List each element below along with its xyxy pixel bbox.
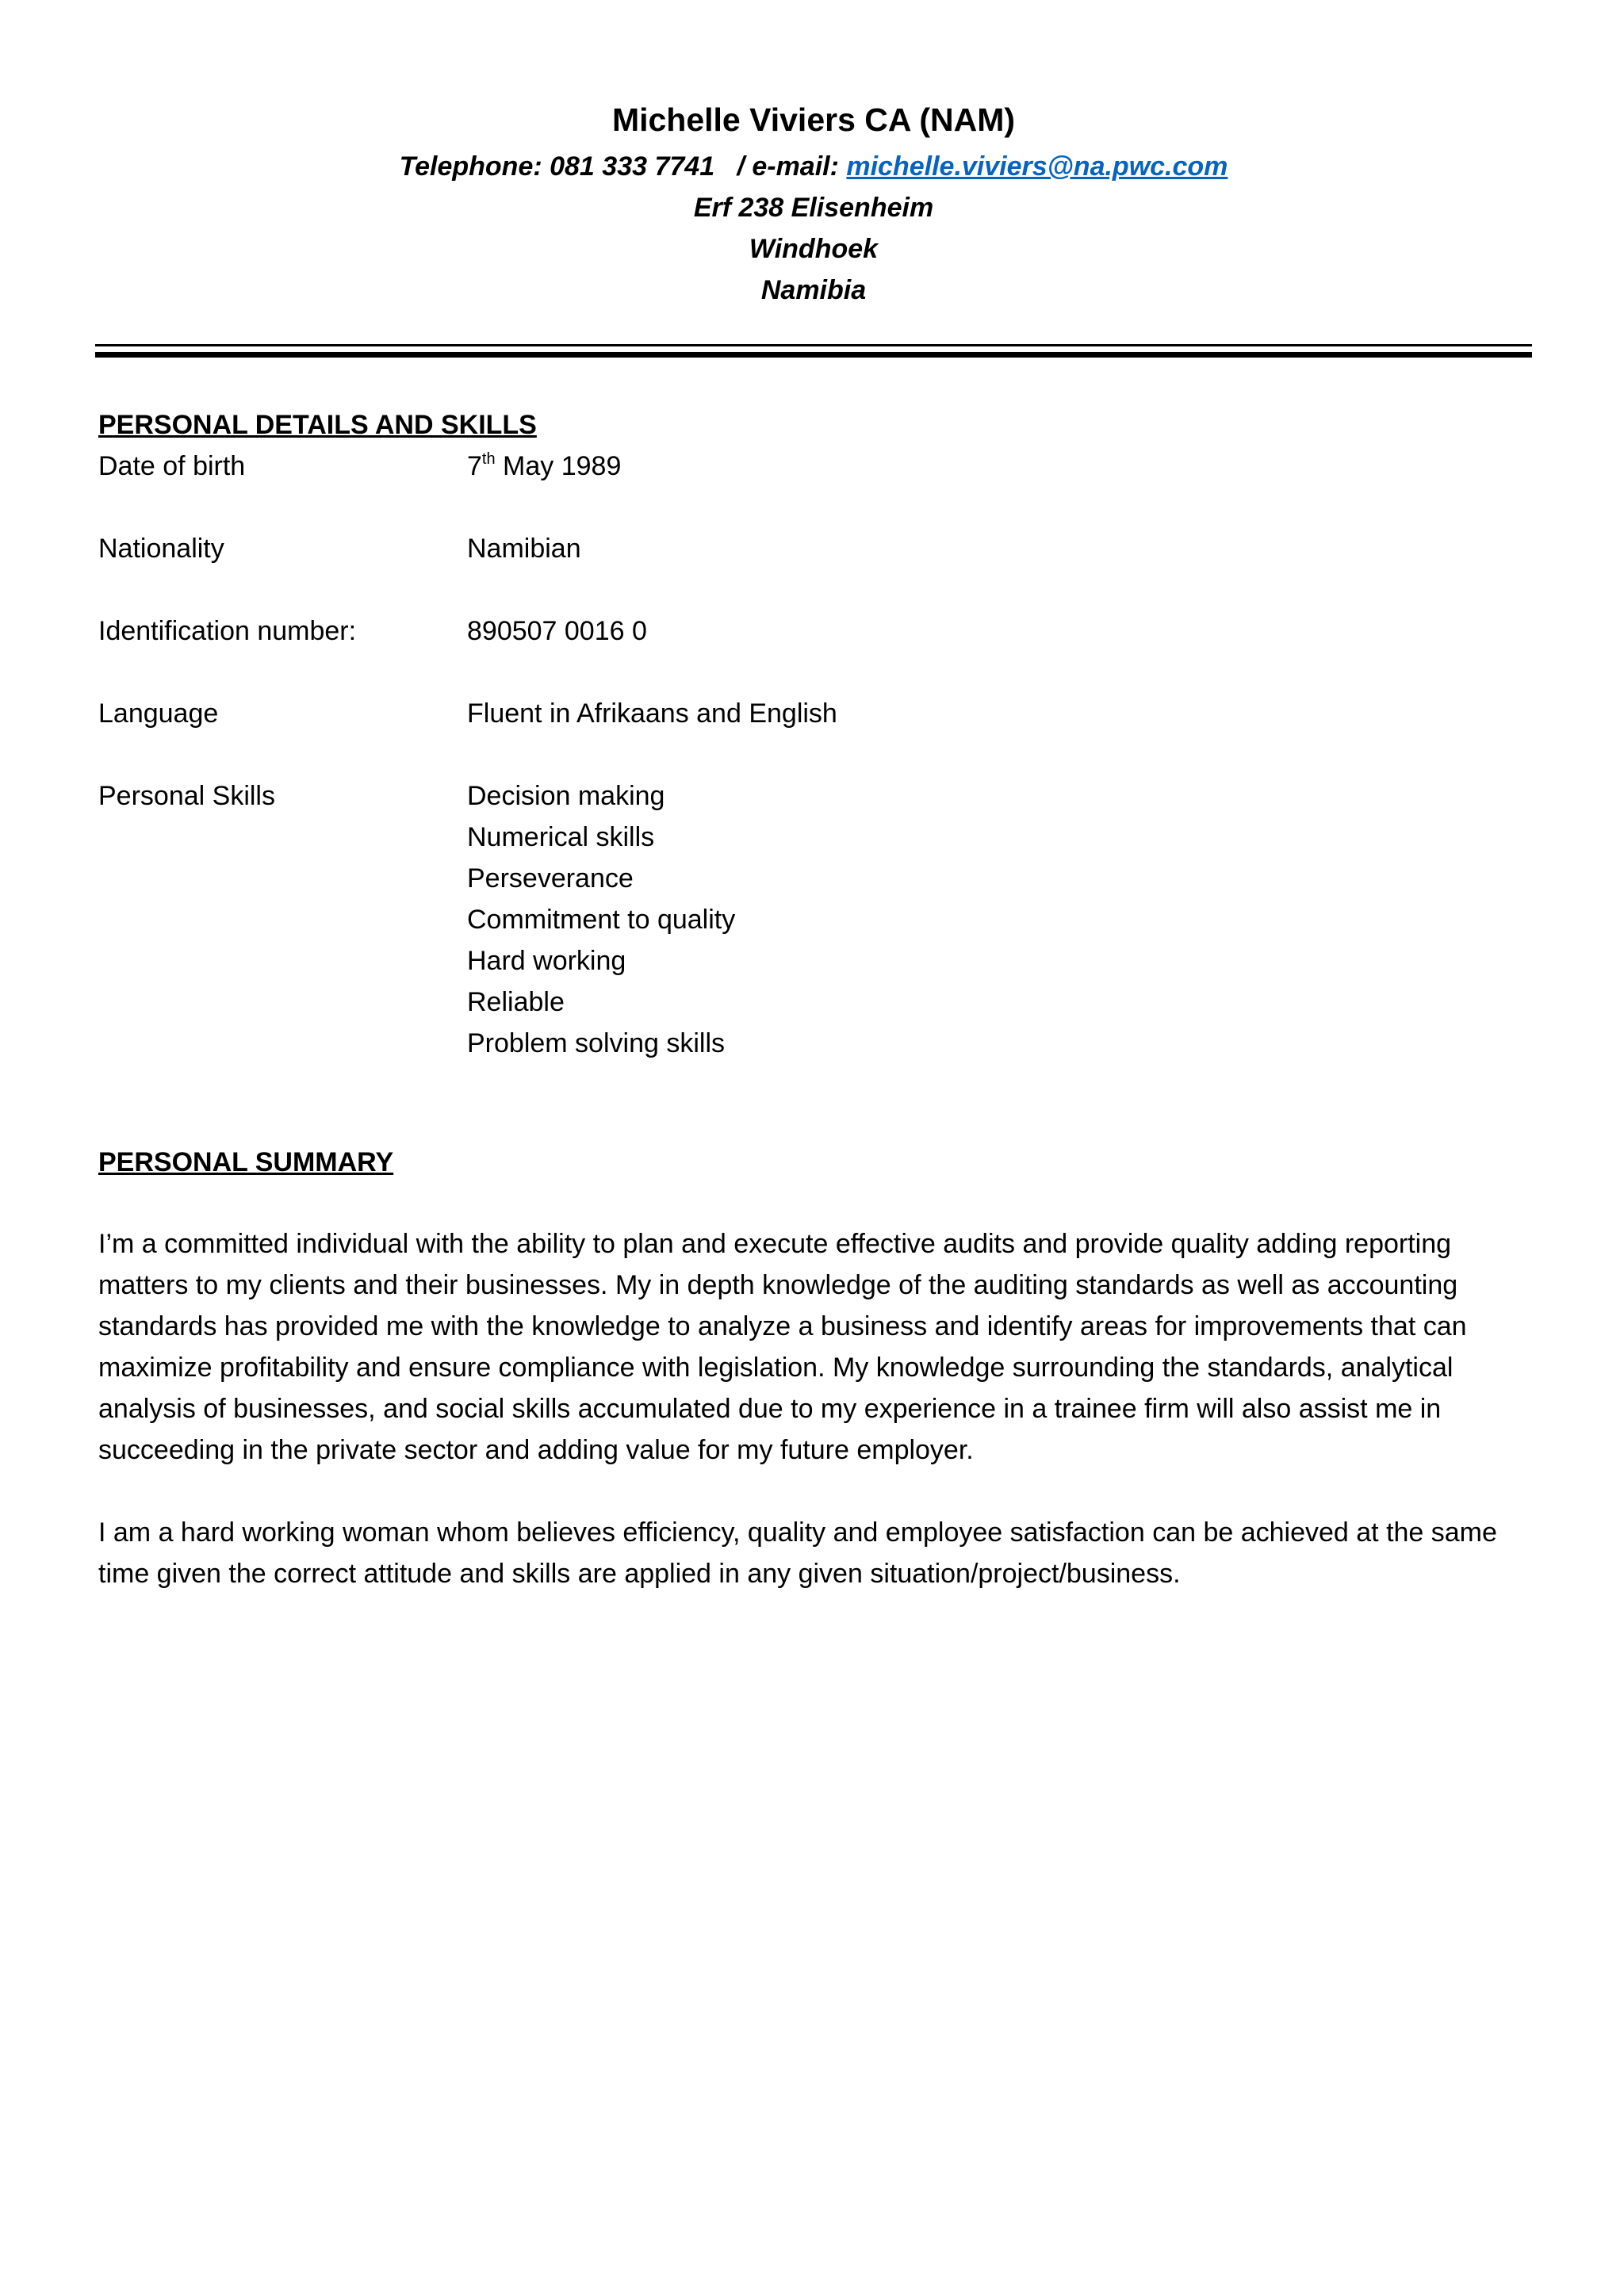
personal-details-section [98,446,1446,1105]
skill-item: Problem solving skills [467,1028,725,1058]
dob-row [98,446,1446,487]
summary-paragraph-1: I’m a committed individual with the ability to plan and execute effective audits and provide quality adding reporting matters to my clients and their businesses. My in depth knowledge of the auditing standards as well as accounting standards has provided me with the knowledge to analyze a business and identify areas for improvements that can maximize profitability and ensure compliance with legislation. My knowledge surrounding the standards, analytical analysis of businesses, and social skills accumulated due to my experience in a trainee firm will also assist me in succeeding in the private sector and adding value for my future employer. [98,1229,1467,1465]
skills-value [467,775,1446,1064]
candidate-name: Michelle Viviers CA (NAM) [611,101,1016,138]
language-value: Fluent in Afrikaans and English [467,698,837,729]
personal-summary-title: PERSONAL SUMMARY [98,1147,394,1177]
dob-ordinal-suffix: th [481,450,496,468]
nationality-row [98,528,1446,569]
dob-label: Date of birth [98,451,246,481]
personal-details-title: PERSONAL DETAILS AND SKILLS [98,410,537,440]
id-label: Identification number: [98,616,357,646]
address-line-1: Erf 238 Elisenheim [693,193,934,223]
dob-month-year: May 1989 [495,451,622,481]
cv-header [95,94,1532,311]
skill-item: Numerical skills [467,822,655,852]
address-line-3: Namibia [760,275,867,305]
language-label: Language [98,698,219,729]
header-divider-thick [95,352,1532,358]
contact-line [95,146,1532,187]
telephone-text: Telephone: 081 333 7741 [399,151,715,182]
address-line-2: Windhoek [749,234,879,264]
summary-paragraph-2: I am a hard working woman whom believes efficiency, quality and employee satisfaction can be achieved at the same time given the correct attitude and skills are applied in any given situation/project/business. [98,1517,1497,1589]
header-divider-thin [95,344,1532,346]
dob-value [467,446,1446,487]
nationality-label: Nationality [98,534,224,564]
skills-list [467,775,1446,1064]
skills-label: Personal Skills [98,781,275,811]
skill-item: Decision making [467,781,665,811]
id-value: 890507 0016 0 [467,616,647,646]
id-row [98,610,1446,652]
skills-row [98,775,1446,1064]
skill-item: Reliable [467,987,565,1017]
skill-item: Perseverance [467,863,634,894]
personal-summary-section [98,1223,1510,1636]
email-link[interactable]: michelle.viviers@na.pwc.com [846,151,1228,182]
email-separator: / e-mail: [714,151,847,182]
dob-day: 7 [467,451,482,481]
language-row [98,693,1446,734]
skill-item: Hard working [467,946,626,976]
skill-item: Commitment to quality [467,905,736,935]
nationality-value: Namibian [467,534,581,564]
